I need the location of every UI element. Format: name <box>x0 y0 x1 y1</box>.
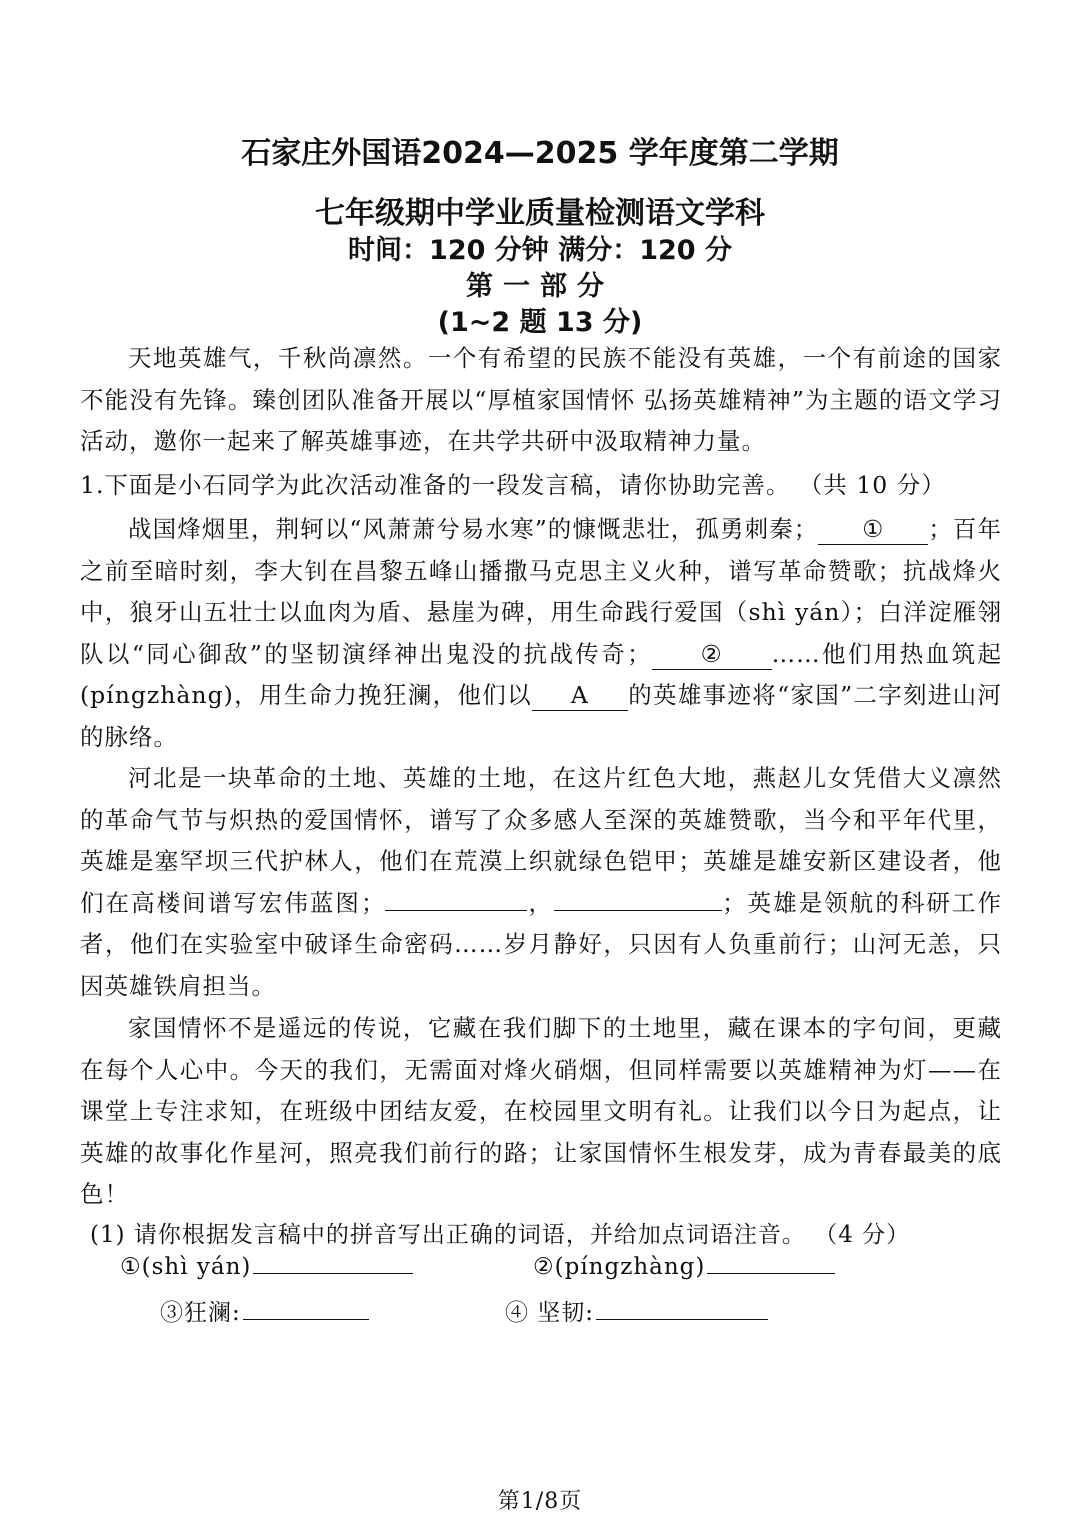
subquestion-1: (1) 请你根据发言稿中的拼音写出正确的词语，并给加点词语注音。 （4 分） <box>90 1222 911 1248</box>
passage1-text-3: ……他们用热血筑起(píngzhàng)，用生命力挽狂澜，他们以 <box>80 639 1002 709</box>
passage-paragraph-1 <box>80 509 1002 758</box>
passage1-text-2: ；百年之前至暗时刻，李大钊在昌黎五峰山播撒马克思主义火种，谱写革命赞歌；抗战烽火中，狼牙山五壮士以血肉为盾、悬崖为碑，用生命践行爱国（shì yán）；白洋淀雁翎队以“同心御敌”的坚韧演绎神出鬼没的抗战传奇； <box>80 515 1003 668</box>
answer-label-3: ③狂澜: <box>160 1300 241 1326</box>
question-1-stem: 1.下面是小石同学为此次活动准备的一段发言稿，请你协助完善。 （共 10 分） <box>80 471 946 499</box>
passage1-text-4: 的英雄事迹将“家国”二字刻进山河的脉络。 <box>80 681 1003 751</box>
blank-3[interactable] <box>385 910 527 911</box>
passage1-text-1: 战国烽烟里，荆轲以“风萧萧兮易水寒”的慷慨悲壮，孤勇刺秦； <box>128 515 819 543</box>
part-heading: 第一部分 <box>466 271 614 302</box>
intro-paragraph: 天地英雄气，千秋尚凛然。一个有希望的民族不能没有英雄，一个有前途的国家不能没有先锋。臻创团队准备开展以“厚植家国情怀 弘扬英雄精神”为主题的语文学习活动，邀你一起来了解英雄事迹，在共学共研中汲取精神力量。 <box>80 344 1002 455</box>
answer-line-4[interactable] <box>596 1299 768 1320</box>
answer-item-3 <box>160 1294 369 1327</box>
exam-time-info: 时间：120 分钟 满分：120 分 <box>348 235 732 266</box>
page-number: 第1/8页 <box>497 1489 583 1514</box>
passage-paragraph-2 <box>80 758 1002 1007</box>
blank-4[interactable] <box>554 910 722 911</box>
blank-a[interactable]: A <box>532 680 628 711</box>
answer-item-2 <box>533 1253 835 1280</box>
answer-item-1 <box>120 1253 413 1280</box>
answer-item-4 <box>505 1294 768 1327</box>
exam-title-line2: 七年级期中学业质量检测语文学科 <box>315 196 765 231</box>
answer-line-2[interactable] <box>707 1253 835 1274</box>
answer-label-1: ①(shì yán) <box>120 1254 252 1280</box>
answer-label-2: ②(píngzhàng) <box>533 1254 706 1280</box>
part-range: (1~2 题 13 分) <box>437 307 643 338</box>
exam-title-line1: 石家庄外国语2024—2025 学年度第二学期 <box>241 136 839 171</box>
answer-line-3[interactable] <box>243 1299 369 1320</box>
answer-line-1[interactable] <box>253 1253 413 1274</box>
passage2-text-2: ；英雄是领航的科研工作者，他们在实验室中破译生命密码……岁月静好，只因有人负重前行；山河无恙，只因英雄铁肩担当。 <box>80 888 1003 1000</box>
passage2-text-1: 河北是一块革命的土地、英雄的土地，在这片红色大地，燕赵儿女凭借大义凛然的革命气节与炽热的爱国情怀，谱写了众多感人至深的英雄赞歌，当今和平年代里，英雄是塞罕坝三代护林人，他们在荒漠上织就绿色铠甲；英雄是雄安新区建设者，他们在高楼间谱写宏伟蓝图； <box>80 764 1002 917</box>
blank-1[interactable]: ① <box>818 514 928 545</box>
blank-2[interactable]: ② <box>652 639 772 670</box>
answer-label-4: ④ 坚韧: <box>505 1300 595 1326</box>
passage-paragraph-3: 家国情怀不是遥远的传说，它藏在我们脚下的土地里，藏在课本的字句间，更藏在每个人心中。今天的我们，无需面对烽火硝烟，但同样需要以英雄精神为灯——在课堂上专注求知，在班级中团结友爱，在校园里文明有礼。让我们以今日为起点，让英雄的故事化作星河，照亮我们前行的路；让家国情怀生根发芽，成为青春最美的底色！ <box>80 1014 1002 1208</box>
passage2-sep: ， <box>527 888 555 917</box>
